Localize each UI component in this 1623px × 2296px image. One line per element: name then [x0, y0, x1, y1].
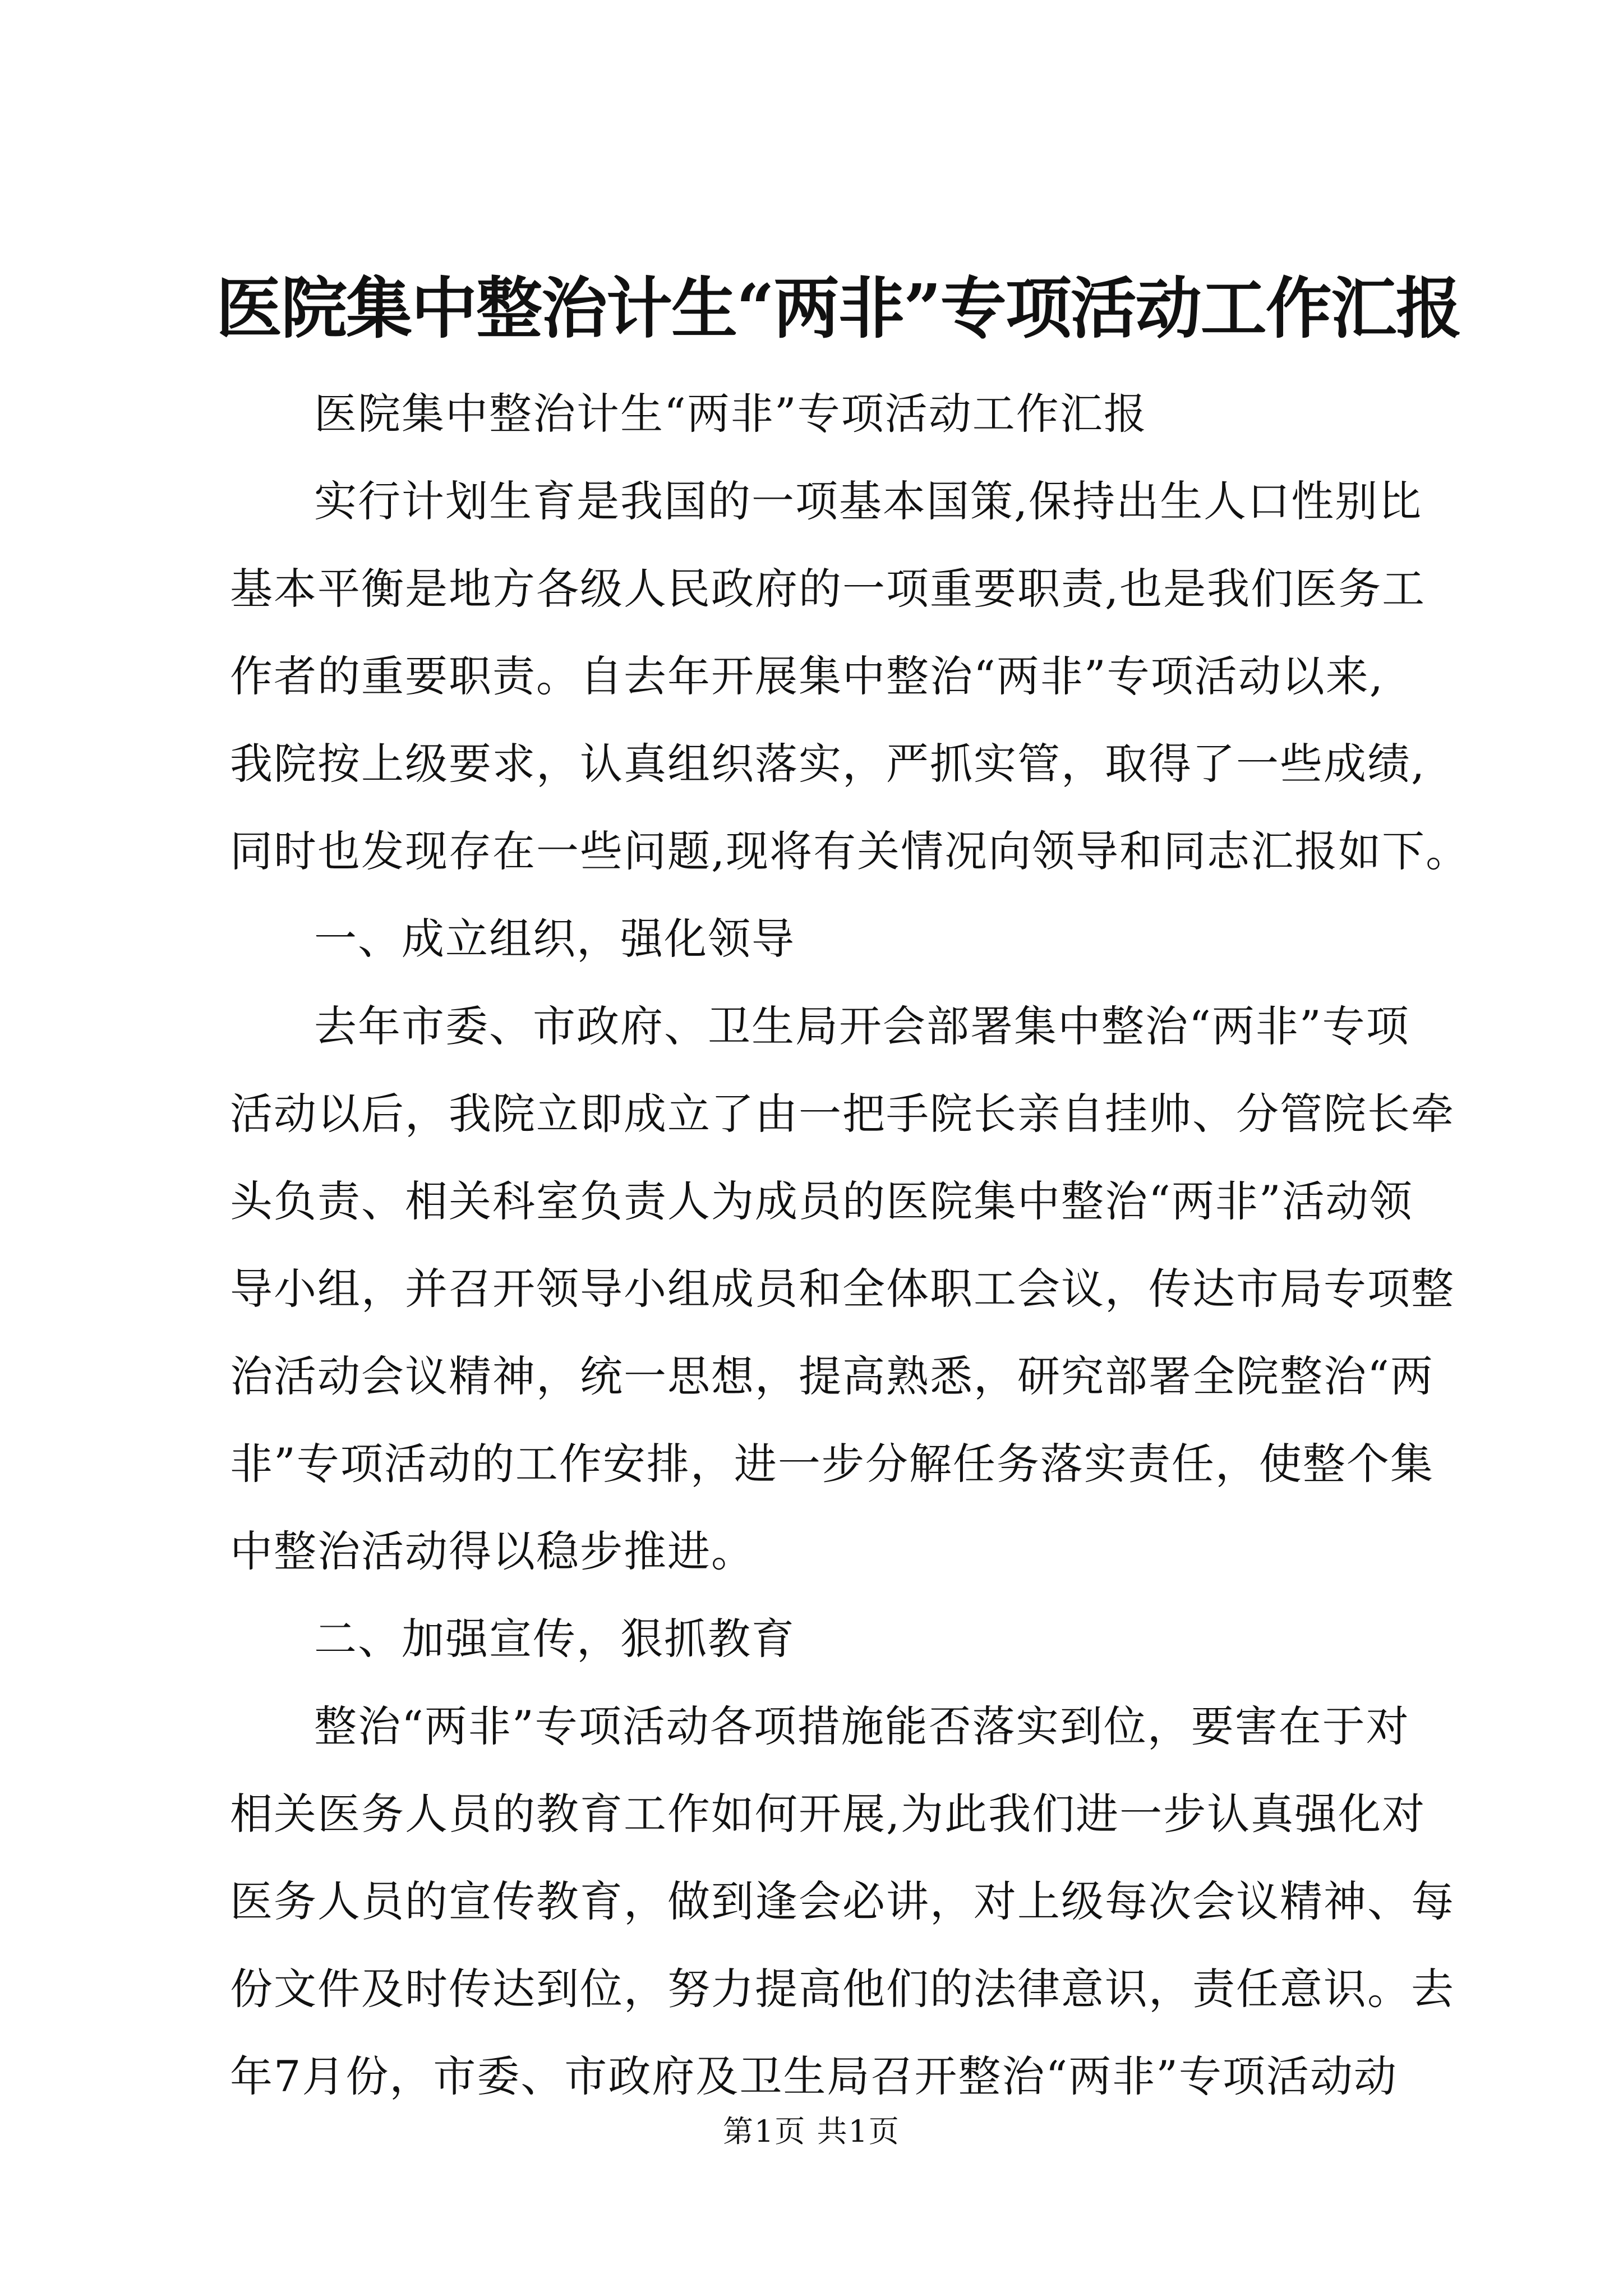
text-line: 份文件及时传达到位，努力提高他们的法律意识，责任意识。去 — [230, 1964, 1455, 2014]
text-line: 头负责、相关科室负责人为成员的医院集中整治“两非”活动领 — [230, 1176, 1413, 1226]
document-body — [230, 370, 1470, 2120]
text-line: 去年市委、市政府、卫生局开会部署集中整治“两非”专项 — [314, 1001, 1410, 1051]
text-line: 中整治活动得以稳步推进。 — [230, 1526, 755, 1576]
text-line: 医院集中整治计生“两非”专项活动工作汇报 — [314, 389, 1147, 439]
text-line: 二、加强宣传，狠抓教育 — [314, 1614, 795, 1664]
document-title: 医院集中整治计生“两非”专项活动工作汇报 — [216, 269, 1461, 347]
text-line: 活动以后，我院立即成立了由一把手院长亲自挂帅、分管院长牵 — [230, 1089, 1455, 1139]
text-line: 医务人员的宣传教育，做到逢会必讲，对上级每次会议精神、每 — [230, 1876, 1455, 1926]
text-line: 相关医务人员的教育工作如何开展,为此我们进一步认真强化对 — [230, 1789, 1426, 1839]
text-line: 一、成立组织，强化领导 — [314, 914, 795, 964]
text-line: 导小组，并召开领导小组成员和全体职工会议，传达市局专项整 — [230, 1264, 1455, 1314]
text-line: 年7月份，市委、市政府及卫生局召开整治“两非”专项活动动 — [230, 2051, 1398, 2101]
page-footer: 第1页 共1页 — [723, 2114, 900, 2149]
text-line: 实行计划生育是我国的一项基本国策,保持出生人口性别比 — [314, 476, 1423, 526]
text-line: 同时也发现存在一些问题,现将有关情况向领导和同志汇报如下。 — [230, 826, 1470, 876]
text-line: 作者的重要职责。自去年开展集中整治“两非”专项活动以来, — [230, 651, 1384, 701]
text-line: 我院按上级要求，认真组织落实，严抓实管，取得了一些成绩, — [230, 739, 1426, 789]
text-line: 基本平衡是地方各级人民政府的一项重要职责,也是我们医务工 — [230, 564, 1426, 614]
text-line: 治活动会议精神，统一思想，提高熟悉，研究部署全院整治“两 — [230, 1351, 1434, 1401]
text-line: 整治“两非”专项活动各项措施能否落实到位，要害在于对 — [314, 1701, 1410, 1751]
text-line: 非”专项活动的工作安排，进一步分解任务落实责任，使整个集 — [230, 1439, 1434, 1489]
